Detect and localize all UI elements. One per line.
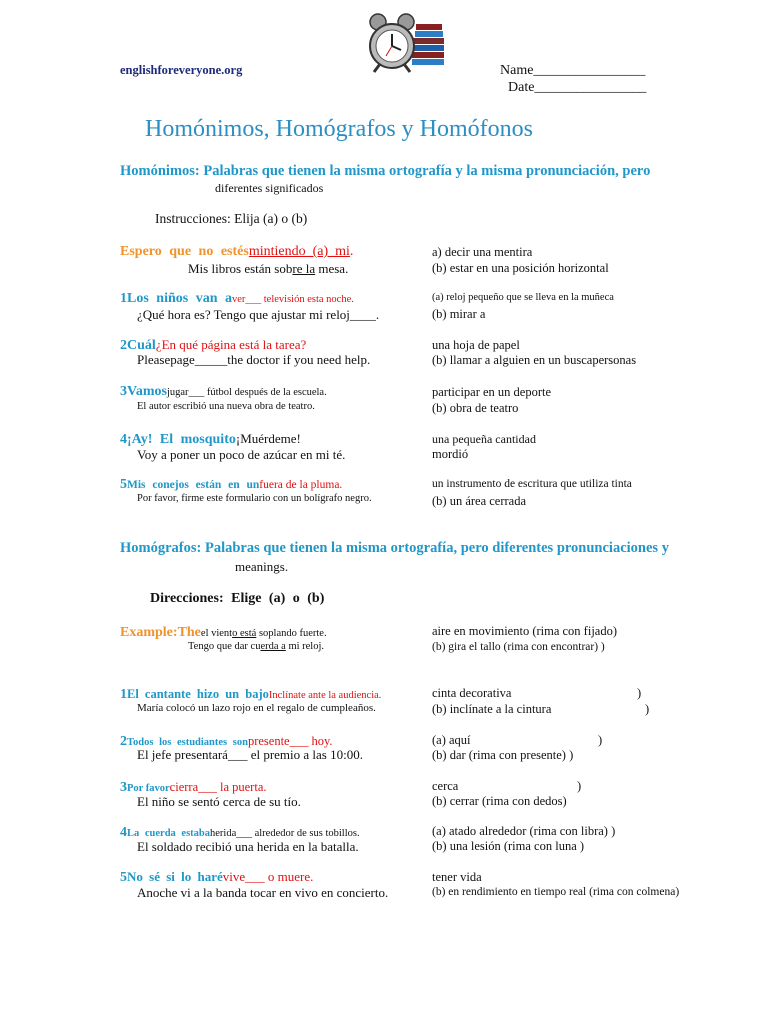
s1-item-1-opt-a: (a) reloj pequeño que se lleva en la muñeca [432, 292, 614, 303]
s2-item-3-num: 3 [120, 780, 127, 795]
s1-item-1-red: ver___ televisión esta noche. [231, 294, 354, 305]
s1-example-line2 [188, 261, 348, 277]
s2-item-5-opt-b: (b) en rendimiento en tiempo real (rima con colmena) [432, 886, 680, 898]
s2-item-5-red: vive___ o muere. [222, 869, 314, 884]
s1-item-2-blue: Cuál [127, 338, 156, 353]
s2-item-4-blue: La cuerda estaba [127, 828, 210, 839]
s2-item-2-opt-a: (a) aquí [432, 733, 471, 747]
s1-example-opt-a: a) decir una mentira [432, 245, 533, 259]
s1-item-2-num: 2 [120, 338, 127, 353]
s2-item-1-opt-a: cinta decorativa [432, 686, 512, 700]
s2-item-1-line1 [120, 685, 381, 703]
name-field[interactable]: Name________________ [500, 63, 646, 78]
s2-item-5-opt-a: tener vida [432, 870, 482, 884]
s2-example-line1b: soplando fuerte. [256, 628, 327, 639]
s2-item-4-num: 4 [120, 825, 127, 840]
s1-example-line2a: Mis libros están sob [188, 261, 293, 276]
s1-item-1-blue: Los niños van a [127, 291, 232, 306]
s2-item-1-blue: El cantante hizo un bajo [127, 687, 269, 701]
s1-item-4-opt-b: mordió [432, 447, 469, 461]
s2-item-1-line2: María colocó un lazo rojo en el regalo de cumpleaños. [137, 702, 376, 714]
s2-item-4-opt-b: (b) una lesión (rima con luna ) [432, 839, 585, 853]
s2-item-3-opt-a: cerca [432, 779, 459, 793]
s2-item-3-opt-b: (b) cerrar (rima con dedos) [432, 794, 567, 808]
s2-item-3-line2: El niño se sentó cerca de su tío. [137, 794, 301, 809]
section2-heading: Homógrafos: Palabras que tienen la misma ortografía, pero diferentes pronunciaciones y [120, 540, 669, 556]
s2-example-line2b: mi reloj. [285, 641, 325, 652]
s1-item-5-red: fuera de la pluma. [259, 479, 343, 491]
s1-example-opt-b: (b) estar en una posición horizontal [432, 261, 609, 275]
s1-item-1-line1 [120, 291, 354, 307]
s2-example-opt-b: (b) gira el tallo (rima con encontrar) ) [432, 641, 605, 653]
s2-item-2-opt-b: (b) dar (rima con presente) ) [432, 748, 574, 762]
s1-example-line2u: re la [292, 261, 316, 276]
s1-item-3-line2: El autor escribió una nueva obra de teatro. [137, 401, 315, 412]
s2-item-2-red: presente___ hoy. [247, 734, 333, 748]
s1-item-4-num: 4 [120, 432, 127, 447]
s1-item-2-red: ¿En qué página está la tarea? [155, 337, 307, 352]
date-field[interactable]: Date________________ [508, 80, 647, 95]
s2-item-1-red: Inclínate ante la audiencia. [268, 690, 382, 701]
s1-item-2-line2: Pleasepage_____the doctor if you need help. [137, 352, 371, 367]
s2-item-1-opt-b-paren: ) [645, 702, 650, 716]
alarm-clock-books-icon [368, 12, 448, 78]
s1-item-4-blue: ¡Ay! El mosquito [127, 432, 236, 447]
section2-heading-cont: meanings. [235, 559, 289, 574]
s1-item-5-line1 [120, 477, 342, 493]
s1-item-4-opt-a: una pequeña cantidad [432, 432, 536, 446]
s1-example-line2b: mesa. [315, 261, 349, 276]
s1-item-3-opt-b: (b) obra de teatro [432, 401, 519, 415]
s1-example-answer: mintiendo_(a)_mi [248, 244, 350, 259]
section2-instructions: Direcciones: Elige (a) o (b) [150, 591, 325, 606]
s2-item-4-opt-a: (a) atado alrededor (rima con libra) ) [432, 824, 616, 838]
s1-example-line1 [120, 244, 353, 260]
s2-example-word: The [177, 625, 201, 640]
s1-example-prefix: Espero que no estés [120, 244, 249, 259]
s1-item-2-opt-a: una hoja de papel [432, 338, 520, 352]
s2-example-line2u: erda a [260, 641, 286, 652]
s1-item-5-opt-a: un instrumento de escritura que utiliza tinta [432, 478, 632, 490]
section1-heading: Homónimos: Palabras que tienen la misma ortografía y la misma pronunciación, pero [120, 163, 651, 179]
page-title: Homónimos, Homógrafos y Homófonos [145, 116, 533, 142]
s2-item-2-blue: Todos los estudiantes son [127, 737, 248, 748]
s2-item-3-blue: Por favor [127, 783, 170, 794]
s2-example-line1 [120, 623, 327, 641]
section1-instructions: Instrucciones: Elija (a) o (b) [155, 211, 308, 226]
s2-item-2-num: 2 [120, 734, 127, 749]
section1-heading-cont: diferentes significados [215, 181, 324, 195]
s2-item-4-black: herida___ alrededor de sus tobillos. [210, 828, 360, 839]
s2-item-5-num: 5 [120, 870, 127, 885]
s2-example-label: Example: [120, 625, 178, 640]
s2-item-5-blue: No sé si lo haré [127, 869, 223, 884]
s1-item-3-black: jugar___ fútbol después de la escuela. [166, 387, 327, 398]
s1-item-3-line1 [120, 384, 327, 400]
s1-item-1-opt-b: (b) mirar a [432, 307, 486, 321]
s2-item-2-opt-a-paren: ) [598, 733, 603, 747]
s2-item-5-line1 [120, 869, 313, 886]
s2-item-2-line2: El jefe presentará___ el premio a las 10:00. [137, 747, 363, 762]
s1-item-5-num: 5 [120, 477, 127, 492]
s2-example-opt-a: aire en movimiento (rima con fijado) [432, 624, 618, 638]
s2-example-line1a: el vient [200, 628, 233, 639]
s1-item-4-black: ¡Muérdeme! [235, 431, 301, 446]
s2-item-4-line2: El soldado recibió una herida en la batalla. [137, 839, 359, 854]
s1-item-4-line1 [120, 431, 301, 448]
s2-item-1-opt-b: (b) inclínate a la cintura [432, 702, 552, 716]
s2-item-5-line2: Anoche vi a la banda tocar en vivo en concierto. [137, 885, 389, 900]
s1-item-5-blue: Mis conejos están en un [127, 479, 260, 491]
s1-example-end: . [349, 244, 354, 259]
s2-item-1-num: 1 [120, 687, 127, 702]
s1-item-1-num: 1 [120, 291, 127, 306]
s2-example-line1u: o está [232, 628, 257, 639]
s1-item-3-opt-a: participar en un deporte [432, 385, 552, 399]
site-name: englishforeveryone.org [120, 63, 243, 77]
s1-item-5-line2: Por favor, firme este formulario con un bolígrafo negro. [137, 493, 372, 504]
s1-item-2-opt-b: (b) llamar a alguien en un buscapersonas [432, 353, 637, 367]
s2-example-line2a: Tengo que dar cu [188, 641, 261, 652]
s1-item-3-blue: Vamos [127, 384, 167, 399]
s2-item-3-opt-a-paren: ) [577, 779, 582, 793]
s1-item-1-line2: ¿Qué hora es? Tengo que ajustar mi reloj____. [137, 307, 380, 322]
s1-item-3-num: 3 [120, 384, 127, 399]
s2-item-3-red: cierra___ la puerta. [169, 780, 267, 794]
s2-example-line2 [188, 641, 324, 652]
s1-item-5-opt-b: (b) un área cerrada [432, 494, 527, 508]
s2-item-1-opt-a-paren: ) [637, 686, 642, 700]
s1-item-4-line2: Voy a poner un poco de azúcar en mi té. [137, 447, 346, 462]
